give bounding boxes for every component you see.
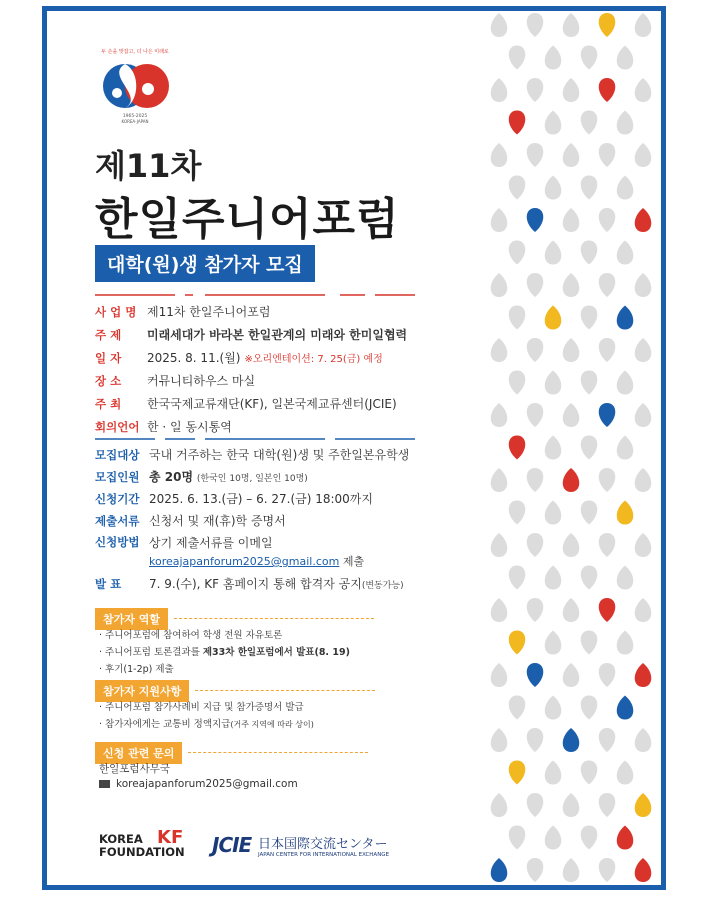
petal-shape (509, 306, 526, 330)
petal-shape (617, 371, 634, 395)
roles-heading: 참가자 역할 (95, 608, 374, 630)
petal-shape (563, 338, 580, 362)
petal-shape (527, 533, 544, 557)
roles-item: · 후기(1-2p) 제출 (99, 664, 174, 675)
petal-shape (581, 566, 598, 590)
petal-shape (491, 208, 508, 232)
petal-shape (563, 78, 580, 102)
petal-shape (491, 728, 508, 752)
petal-shape (599, 208, 616, 232)
inquiry-contact (99, 761, 298, 795)
petal-shape (617, 46, 634, 70)
petal-shape (599, 728, 616, 752)
petal-shape (545, 631, 562, 655)
recruit-list (95, 446, 435, 597)
petal-shape (545, 176, 562, 200)
petal-shape (617, 566, 634, 590)
petal-shape (527, 793, 544, 817)
mail-icon (99, 780, 110, 788)
overview-row-project: 사 업 명 제11차 한일주니어포럼 (95, 305, 271, 319)
petal-shape (545, 371, 562, 395)
petal-shape (563, 793, 580, 817)
petal-shape (563, 468, 580, 492)
petal-shape (599, 143, 616, 167)
petal-shape (527, 208, 544, 232)
petal-shape (509, 241, 526, 265)
petal-shape (527, 728, 544, 752)
petal-shape (617, 176, 634, 200)
petal-shape (563, 533, 580, 557)
petal-shape (599, 338, 616, 362)
divider-top (95, 293, 415, 297)
petal-shape (491, 273, 508, 297)
logo-slogan: 두 손을 맞잡고, 더 나은 미래로 (101, 49, 169, 55)
petal-shape (509, 501, 526, 525)
petal-shape (509, 696, 526, 720)
petal-shape (617, 436, 634, 460)
petal-shape (509, 371, 526, 395)
petal-shape (635, 858, 652, 882)
petal-shape (617, 696, 634, 720)
petal-shape (599, 13, 616, 37)
petal-shape (599, 858, 616, 882)
petal-shape (617, 501, 634, 525)
petal-shape (509, 826, 526, 850)
petal-shape (635, 468, 652, 492)
petal-shape (617, 306, 634, 330)
apply-email-link[interactable]: koreajapanforum2025@gmail.com (149, 555, 340, 568)
petal-shape (635, 13, 652, 37)
petal-shape (617, 761, 634, 785)
petal-shape (581, 696, 598, 720)
petal-shape (635, 143, 652, 167)
support-item: · 주니어포럼 참가사례비 지급 및 참가증명서 발급 (99, 702, 304, 713)
petal-shape (581, 241, 598, 265)
petal-shape (509, 761, 526, 785)
logo-countries: KOREA-JAPAN (121, 119, 149, 124)
overview-row-venue: 장 소 커뮤니티하우스 마실 (95, 374, 256, 388)
petal-shape (527, 13, 544, 37)
petal-shape (581, 501, 598, 525)
petal-shape (581, 761, 598, 785)
recruit-row-method: 신청방법 상기 제출서류를 이메일 koreajapanforum2025@gmail.com 제출 (95, 535, 365, 568)
petal-shape (527, 403, 544, 427)
petal-shape (545, 306, 562, 330)
petal-shape (581, 371, 598, 395)
petal-shape (545, 436, 562, 460)
poster-frame (42, 6, 666, 890)
inquiry-org: 한일포럼사무국 (99, 763, 171, 775)
petal-shape (509, 111, 526, 135)
petal-shape (581, 176, 598, 200)
petal-shape (509, 631, 526, 655)
petal-shape (599, 663, 616, 687)
petal-shape (617, 111, 634, 135)
petal-shape (563, 728, 580, 752)
petal-shape (617, 826, 634, 850)
petal-shape (563, 208, 580, 232)
petal-pattern (481, 11, 661, 885)
petal-shape (581, 436, 598, 460)
petal-shape (635, 208, 652, 232)
recruit-row-docs: 제출서류 신청서 및 재(휴)학 증명서 (95, 514, 286, 528)
edition-title: 제11차 (95, 147, 202, 185)
roles-item: · 주니어포럼에 참여하여 학생 전원 자유토론 (99, 630, 283, 641)
petal-shape (509, 176, 526, 200)
petal-shape (635, 728, 652, 752)
recruit-banner: 대학(원)생 참가자 모집 (95, 245, 315, 282)
petal-shape (581, 826, 598, 850)
roles-list (99, 627, 350, 678)
recruit-row-period: 신청기간 2025. 6. 13.(금) – 6. 27.(금) 18:00까지 (95, 492, 373, 506)
petal-shape (581, 46, 598, 70)
petal-shape (527, 143, 544, 167)
petal-shape (599, 598, 616, 622)
petal-shape (599, 403, 616, 427)
petal-shape (491, 338, 508, 362)
petal-shape (491, 468, 508, 492)
petal-shape (599, 533, 616, 557)
petal-shape (509, 436, 526, 460)
petal-shape (599, 468, 616, 492)
anniversary-logo (95, 41, 175, 131)
recruit-row-announce: 발 표 7. 9.(수), KF 홈페이지 통해 합격자 공지 (변동가능) (95, 577, 404, 591)
petal-shape (581, 111, 598, 135)
petal-shape (563, 598, 580, 622)
petal-shape (599, 793, 616, 817)
petal-shape (635, 598, 652, 622)
petal-shape (563, 663, 580, 687)
petal-shape (509, 46, 526, 70)
petal-shape (491, 533, 508, 557)
petal-shape (617, 241, 634, 265)
petal-shape (545, 241, 562, 265)
petal-shape (635, 403, 652, 427)
petal-shape (581, 306, 598, 330)
petal-shape (527, 273, 544, 297)
overview-row-theme: 주 제 미래세대가 바라본 한일관계의 미래와 한미일협력 (95, 328, 408, 342)
petal-shape (635, 793, 652, 817)
overview-row-date: 일 자 2025. 8. 11.(월) ※오리엔테이션: 7. 25(금) 예정 (95, 351, 383, 365)
overview-row-language: 회의언어 한 · 일 동시통역 (95, 420, 232, 434)
petal-shape (527, 78, 544, 102)
petal-shape (563, 858, 580, 882)
petal-shape (617, 631, 634, 655)
petal-shape (491, 403, 508, 427)
petal-shape (581, 631, 598, 655)
petal-shape (545, 696, 562, 720)
petal-shape (635, 533, 652, 557)
petal-shape (527, 338, 544, 362)
jcie-logo: JCIE 日本国際交流センター JAPAN CENTER FOR INTERNATIONAL EXCHANGE (212, 833, 390, 858)
kf-logo: KOREA FOUNDATION KF (99, 827, 185, 859)
inquiry-email[interactable]: koreajapanforum2025@gmail.com (116, 778, 298, 790)
recruit-row-count: 모집인원 총 20명 (한국인 10명, 일본인 10명) (95, 470, 308, 484)
petal-shape (545, 111, 562, 135)
petal-shape (545, 46, 562, 70)
overview-row-host: 주 최 한국국제교류재단(KF), 일본국제교류센터(JCIE) (95, 397, 397, 411)
petal-shape (599, 273, 616, 297)
roles-item: · 주니어포럼 토론결과를 제33차 한일포럼에서 발표(8. 19) (99, 647, 350, 658)
petal-shape (527, 858, 544, 882)
support-list (99, 699, 314, 733)
petal-shape (545, 826, 562, 850)
petal-shape (563, 273, 580, 297)
petal-shape (545, 501, 562, 525)
overview-list (95, 303, 425, 441)
petal-shape (509, 566, 526, 590)
petal-shape (491, 78, 508, 102)
divider-middle (95, 437, 415, 441)
petal-shape (491, 598, 508, 622)
petal-shape (527, 468, 544, 492)
petal-shape (563, 13, 580, 37)
petal-shape (491, 143, 508, 167)
recruit-row-target: 모집대상 국내 거주하는 한국 대학(원)생 및 주한일본유학생 (95, 448, 410, 462)
petal-shape (563, 403, 580, 427)
petal-shape (545, 566, 562, 590)
petal-shape (599, 78, 616, 102)
petal-shape (545, 761, 562, 785)
petal-shape (491, 858, 508, 882)
petal-shape (635, 663, 652, 687)
petal-shape (491, 793, 508, 817)
petal-shape (635, 338, 652, 362)
petal-shape (491, 663, 508, 687)
petal-shape (527, 663, 544, 687)
support-heading: 참가자 지원사항 (95, 680, 375, 702)
inquiry-heading: 신청 관련 문의 (95, 742, 368, 764)
support-item: · 참가자에게는 교통비 정액지급(거주 지역에 따라 상이) (99, 719, 314, 730)
petal-shape (527, 598, 544, 622)
petal-shape (491, 13, 508, 37)
petal-shape (635, 273, 652, 297)
logo-years: 1965-2025 (122, 114, 148, 119)
petal-shape (635, 78, 652, 102)
petal-shape (563, 143, 580, 167)
forum-title: 한일주니어포럼 (95, 194, 400, 245)
